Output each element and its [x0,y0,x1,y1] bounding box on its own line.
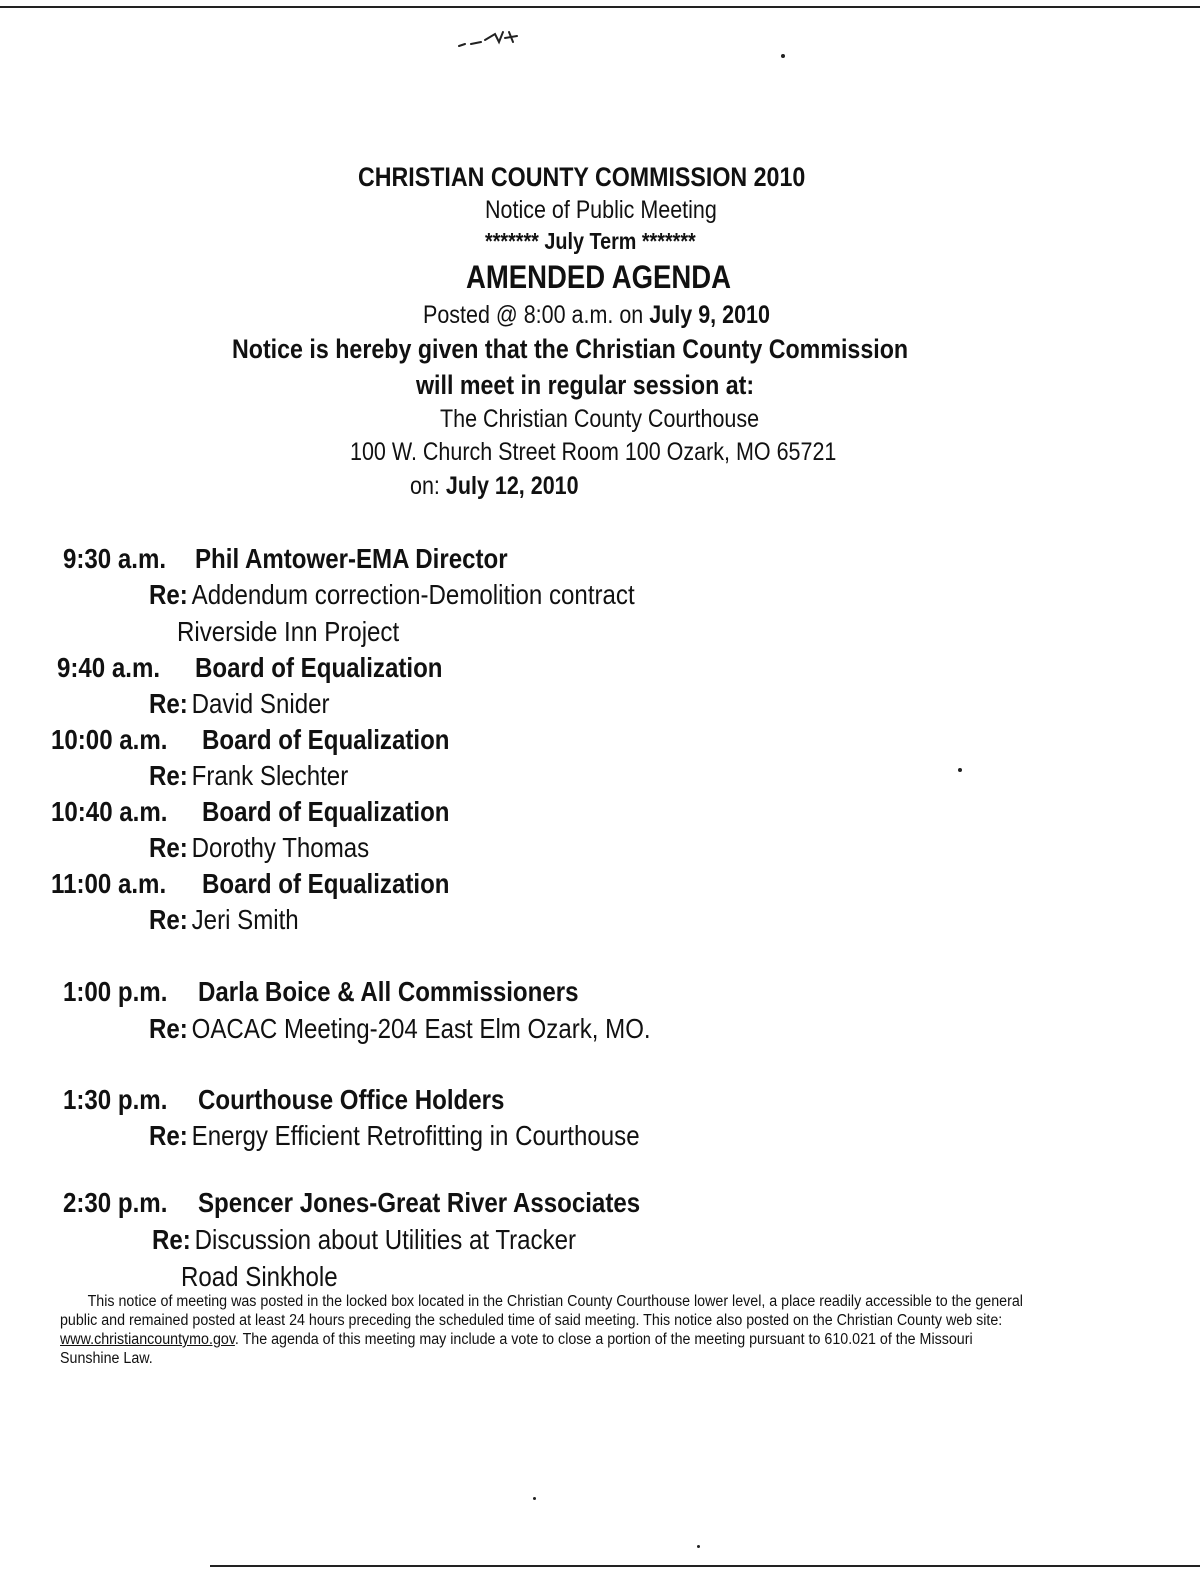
agenda-who: Spencer Jones-Great River Associates [198,1187,641,1218]
top-border-line [0,6,1200,8]
re-text: OACAC Meeting-204 East Elm Ozark, MO. [191,1013,651,1044]
posted-line [423,301,770,330]
posted-prefix: Posted @ 8:00 a.m. on [423,301,644,329]
agenda-item [63,1187,167,1219]
agenda-re [149,1120,640,1152]
agenda-re [149,904,299,936]
agenda-item [51,724,167,756]
re-text-cont: Road Sinkhole [181,1261,338,1292]
agenda-presenter [202,868,449,900]
scan-speck [781,54,785,58]
agenda-time: 1:00 p.m. [63,976,168,1007]
re-text: Dorothy Thomas [191,832,370,863]
agenda-re [149,832,369,864]
agenda-who: Phil Amtower-EMA Director [195,543,508,574]
agenda-presenter [198,976,578,1008]
commission-title: CHRISTIAN COUNTY COMMISSION 2010 [358,162,806,192]
agenda-item [63,1084,167,1116]
agenda-re [149,1013,651,1045]
re-label: Re: [149,579,188,610]
agenda-re [149,579,635,611]
agenda-item [57,652,160,684]
re-text-cont: Riverside Inn Project [177,616,400,647]
posted-date: July 9, 2010 [649,301,770,329]
agenda-re-continued [177,616,399,648]
agenda-time: 11:00 a.m. [51,868,167,899]
notice-text-rest: . The agenda of this meeting may include a vote to close a portion of the meeting pursuant to 610.021 of the Missouri [234,1331,973,1348]
meeting-date: July 12, 2010 [445,472,579,500]
agenda-time: 10:00 a.m. [51,724,168,755]
on-prefix: on: [410,472,440,500]
re-text: Addendum correction-Demolition contract [191,579,635,610]
re-text: David Snider [191,688,330,719]
notice-line-2: will meet in regular session at: [416,370,755,400]
agenda-time: 9:30 a.m. [63,543,167,574]
agenda-time: 2:30 p.m. [63,1187,168,1218]
agenda-re [152,1224,576,1256]
re-label: Re: [149,904,188,935]
agenda-re [149,688,330,720]
agenda-time: 10:40 a.m. [51,796,168,827]
agenda-item [63,976,167,1008]
scan-speck [958,768,962,772]
agenda-who: Darla Boice & All Commissioners [198,976,579,1007]
location-line-1: The Christian County Courthouse [440,405,760,433]
agenda-time: 1:30 p.m. [63,1084,168,1115]
posting-notice [60,1292,1155,1368]
agenda-presenter [195,652,442,684]
agenda-re [149,760,348,792]
agenda-re-continued [181,1261,338,1293]
agenda-presenter [202,724,449,756]
agenda-who: Board of Equalization [202,796,450,827]
re-label: Re: [149,832,188,863]
agenda-who: Board of Equalization [195,652,443,683]
amended-agenda-heading: AMENDED AGENDA [466,259,732,295]
meeting-date-line [410,472,579,501]
agenda-presenter [195,543,508,575]
re-label: Re: [152,1224,191,1255]
agenda-presenter [202,796,449,828]
location-line-2: 100 W. Church Street Room 100 Ozark, MO 65721 [350,438,837,466]
handwritten-mark [455,24,535,54]
notice-text-line: public and remained posted at least 24 hours preceding the scheduled time of said meeting. This notice also posted on the Christian County web site: [60,1312,1003,1329]
scan-speck [533,1497,536,1500]
notice-subtitle: Notice of Public Meeting [485,196,717,224]
agenda-time: 9:40 a.m. [57,652,161,683]
agenda-item [51,868,166,900]
bottom-border-line [210,1565,1200,1567]
notice-text-line: This notice of meeting was posted in the locked box located in the Christian County Courthouse lower level, a place readily accessible to the general [87,1293,1023,1310]
agenda-who: Courthouse Office Holders [198,1084,505,1115]
agenda-presenter [198,1084,504,1116]
re-label: Re: [149,1120,188,1151]
re-text: Discussion about Utilities at Tracker [194,1224,577,1255]
agenda-item [51,796,167,828]
re-text: Energy Efficient Retrofitting in Courthouse [191,1120,640,1151]
agenda-presenter [198,1187,640,1219]
re-label: Re: [149,760,188,791]
agenda-who: Board of Equalization [202,868,450,899]
re-label: Re: [149,1013,188,1044]
re-label: Re: [149,688,188,719]
term-label: ******* July Term ******* [485,228,696,254]
notice-text-line: Sunshine Law. [60,1350,153,1367]
agenda-who: Board of Equalization [202,724,450,755]
website-link[interactable]: www.christiancountymo.gov [60,1331,235,1348]
notice-line-1: Notice is hereby given that the Christian County Commission [232,334,909,364]
agenda-item [63,543,166,575]
scan-speck [697,1545,700,1548]
re-text: Frank Slechter [191,760,349,791]
re-text: Jeri Smith [191,904,299,935]
notice-text-line [60,1330,1155,1349]
